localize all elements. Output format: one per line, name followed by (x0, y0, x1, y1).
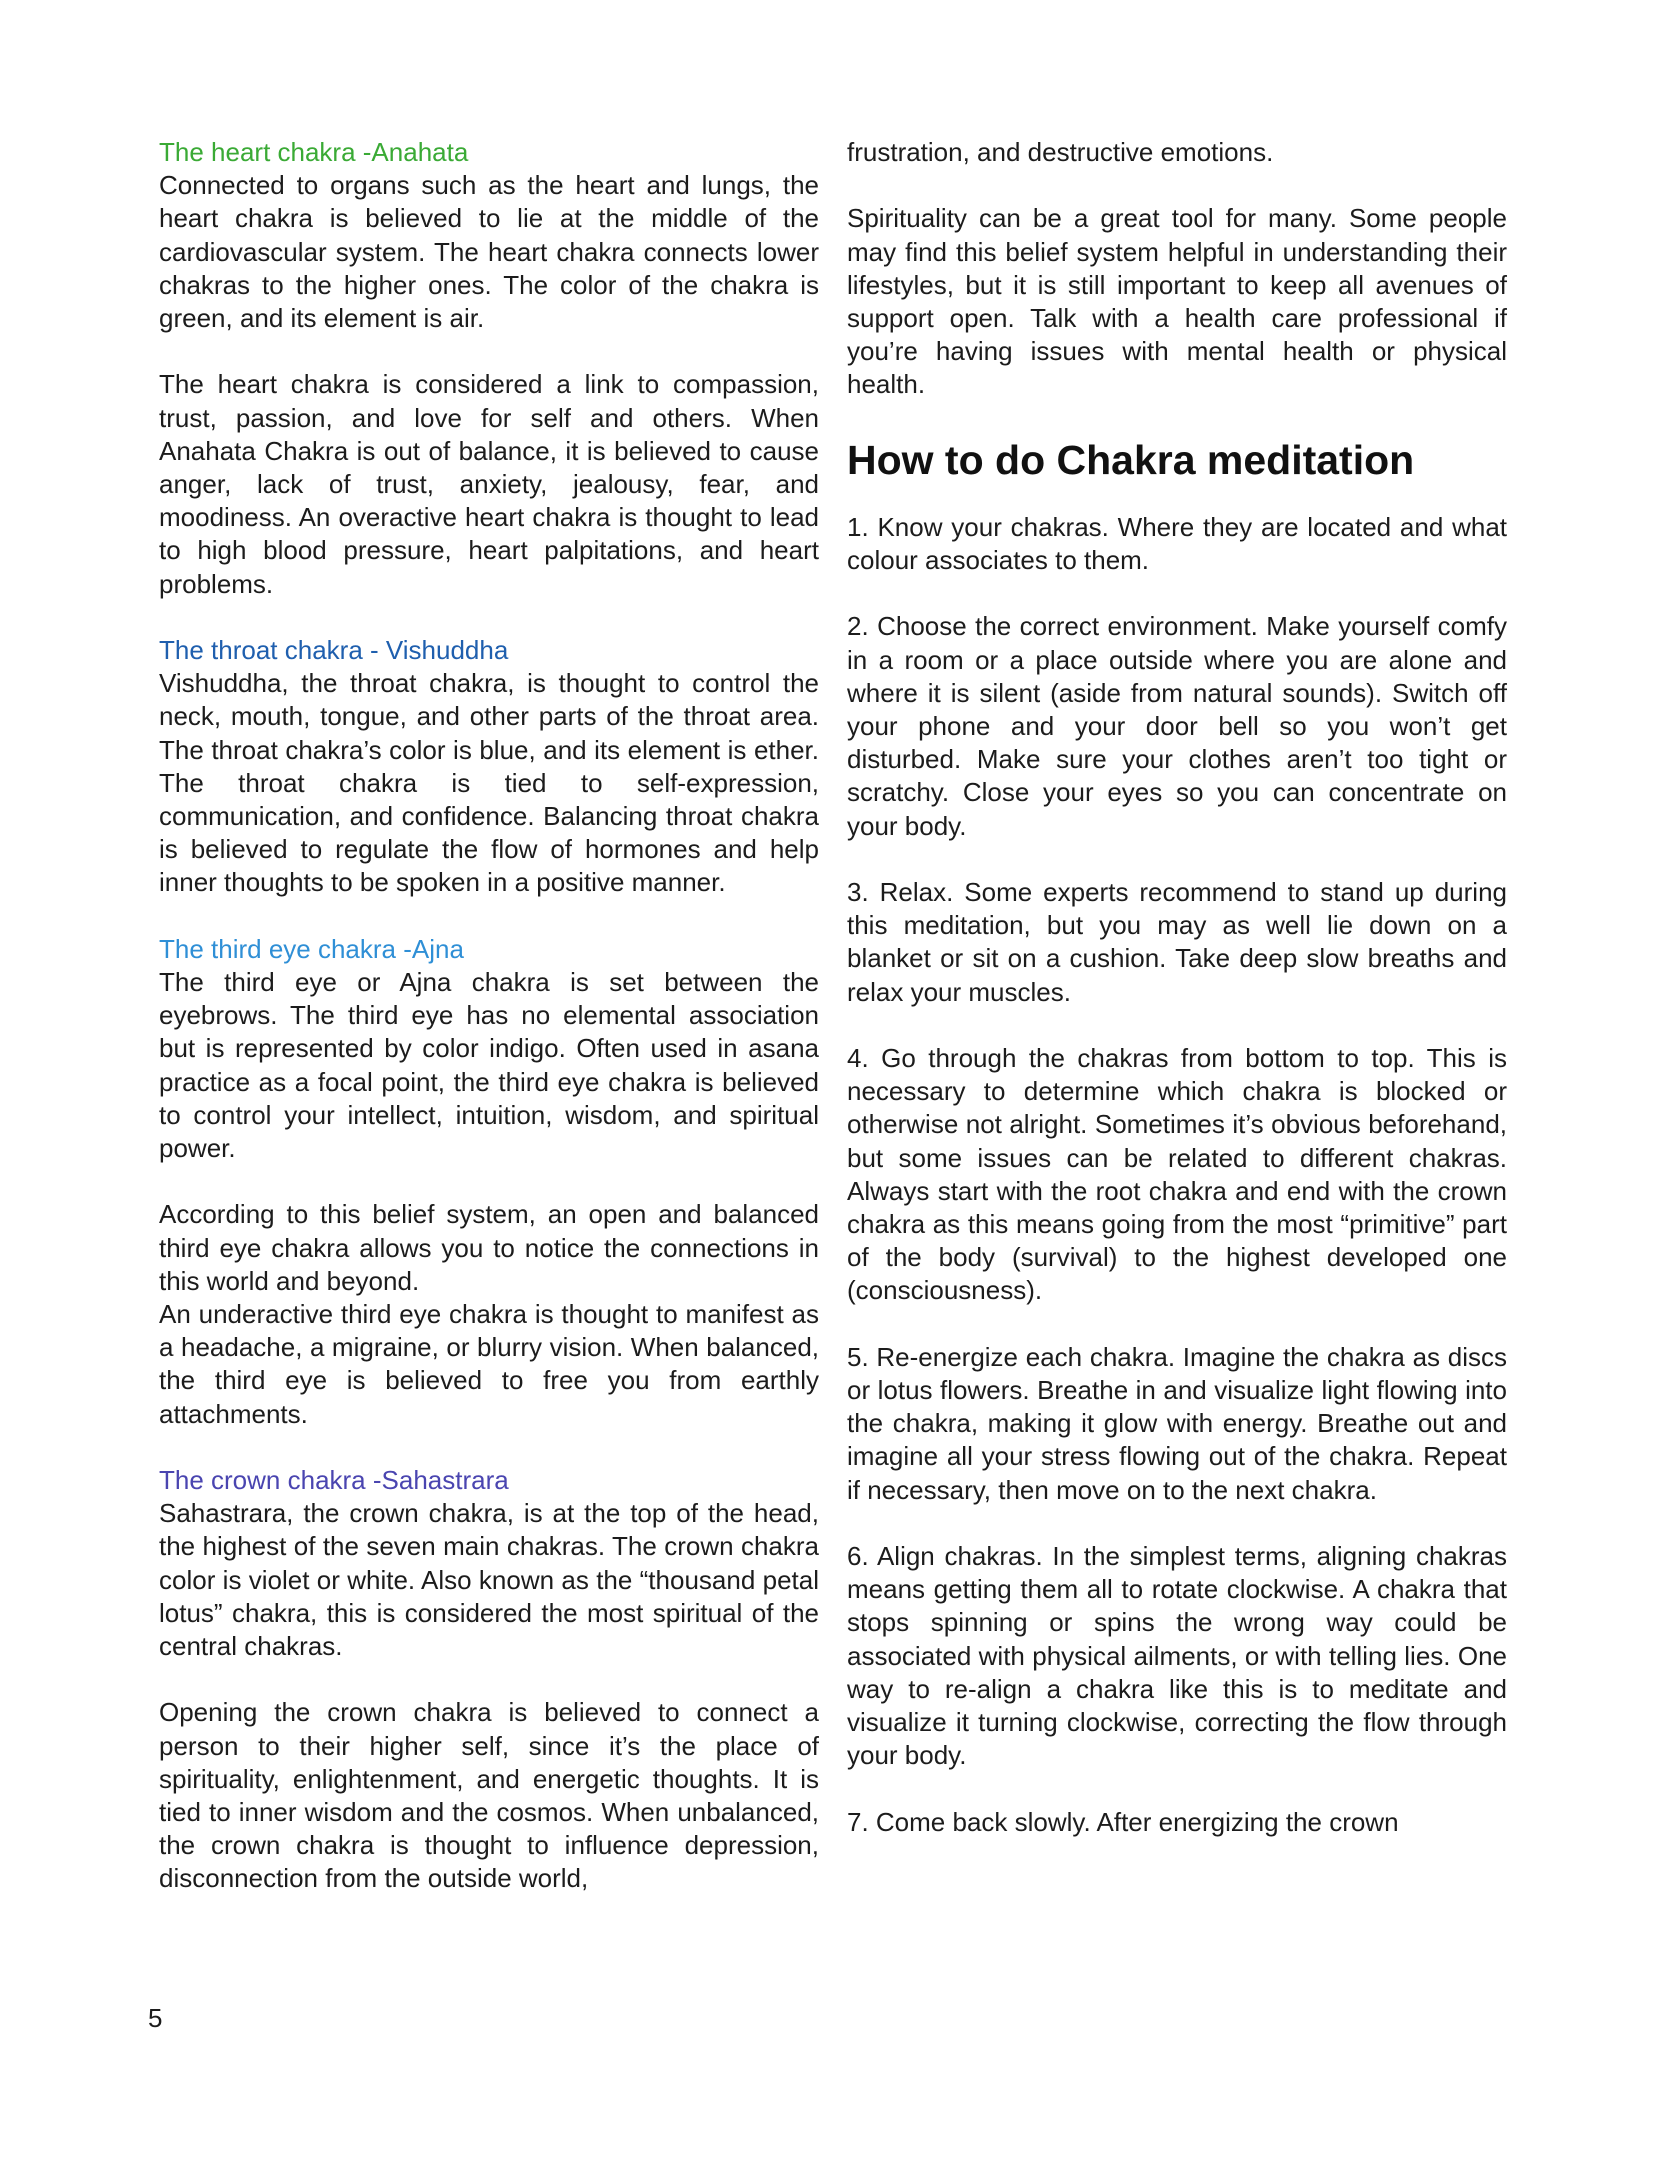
meditation-step: 4. Go through the chakras from bottom to top. This is necessary to determine which chakra is blocked or otherwise not alright. Sometimes it’s obvious beforehand, but some issues can be related to different chakras. Always start with the root chakra and end with the crown chakra as this means going from the most “primitive” part of the body (survival) to the highest developed one (consciousness). (847, 1043, 1507, 1306)
right-column (847, 136, 1507, 1839)
continued-paragraph: frustration, and destructive emotions. (847, 137, 1274, 167)
third-eye-chakra-paragraph-1: The third eye or Ajna chakra is set between the eyebrows. The third eye has no elemental association but is represented by color indigo. Often used in asana practice as a focal point, the third eye chakra is believed to control your intellect, intuition, wisdom, and spiritual power. (159, 967, 819, 1164)
meditation-step: 3. Relax. Some experts recommend to stand up during this meditation, but you may as well lie down on a blanket or sit on a cushion. Take deep slow breaths and relax your muscles. (847, 877, 1507, 1007)
meditation-step: 1. Know your chakras. Where they are located and what colour associates to them. (847, 511, 1507, 575)
heart-chakra-heading: The heart chakra -Anahata (159, 137, 469, 167)
heart-chakra-paragraph-1: Connected to organs such as the heart and lungs, the heart chakra is believed to lie at the middle of the cardiovascular system. The heart chakra connects lower chakras to the higher ones. The color of the chakra is green, and its element is air. (159, 170, 819, 334)
crown-chakra-paragraph-2: Opening the crown chakra is believed to connect a person to their higher self, since it’s the place of spirituality, enlightenment, and energetic thoughts. It is tied to inner wisdom and the cosmos. When unbalanced, the crown chakra is thought to influence depression, disconnection from the outside world, (159, 1697, 819, 1894)
crown-chakra-paragraph-1: Sahastrara, the crown chakra, is at the top of the head, the highest of the seven main chakras. The crown chakra color is violet or white. Also known as the “thousand petal lotus” chakra, this is considered the most spiritual of the central chakras. (159, 1498, 819, 1662)
page-number: 5 (148, 2003, 163, 2033)
heart-chakra-paragraph-2: The heart chakra is considered a link to compassion, trust, passion, and love for self and others. When Anahata Chakra is out of balance, it is believed to cause anger, lack of trust, anxiety, jealousy, fear, and moodiness. An overactive heart chakra is thought to lead to high blood pressure, heart palpitations, and heart problems. (159, 369, 819, 599)
meditation-step: 6. Align chakras. In the simplest terms, aligning chakras means getting them all to rotate clockwise. A chakra that stops spinning or spins the wrong way could be associated with physical ailments, or with telling lies. One way to re-align a chakra like this is to meditate and visualize it turning clockwise, correcting the flow through your body. (847, 1541, 1507, 1771)
left-column (159, 136, 819, 1896)
third-eye-chakra-heading: The third eye chakra -Ajna (159, 933, 464, 964)
throat-chakra-paragraph-1: Vishuddha, the throat chakra, is thought to control the neck, mouth, tongue, and other parts of the throat area. The throat chakra’s color is blue, and its element is ether. The throat chakra is tied to self-expression, communication, and confidence. Balancing throat chakra is believed to regulate the flow of hormones and help inner thoughts to be spoken in a positive manner. (159, 668, 819, 898)
third-eye-chakra-paragraph-3: An underactive third eye chakra is thought to manifest as a headache, a migraine, or blurry vision. When balanced, the third eye is believed to free you from earthly attachments. (159, 1299, 819, 1429)
throat-chakra-heading: The throat chakra - Vishuddha (159, 635, 509, 666)
meditation-step: 2. Choose the correct environment. Make yourself comfy in a room or a place outside where you are alone and where it is silent (aside from natural sounds). Switch off your phone and your door bell so you won’t get disturbed. Make sure your clothes aren’t too tight or scratchy. Close your eyes so you can concentrate on your body. (847, 611, 1507, 841)
third-eye-chakra-paragraph-2: According to this belief system, an open and balanced third eye chakra allows you to notice the connections in this world and beyond. (159, 1199, 819, 1296)
meditation-step: 5. Re-energize each chakra. Imagine the chakra as discs or lotus flowers. Breathe in and visualize light flowing into the chakra, making it glow with energy. Breathe out and imagine all your stress flowing out of the chakra. Repeat if necessary, then move on to the next chakra. (847, 1341, 1507, 1505)
section-title: How to do Chakra meditation (847, 436, 1415, 483)
meditation-step: 7. Come back slowly. After energizing the crown (847, 1806, 1399, 1837)
crown-chakra-heading: The crown chakra -Sahastrara (159, 1465, 509, 1496)
spirituality-paragraph: Spirituality can be a great tool for many. Some people may find this belief system helpful in understanding their lifestyles, but it is still important to keep all avenues of support open. Talk with a health care professional if you’re having issues with mental health or physical health. (847, 203, 1507, 400)
